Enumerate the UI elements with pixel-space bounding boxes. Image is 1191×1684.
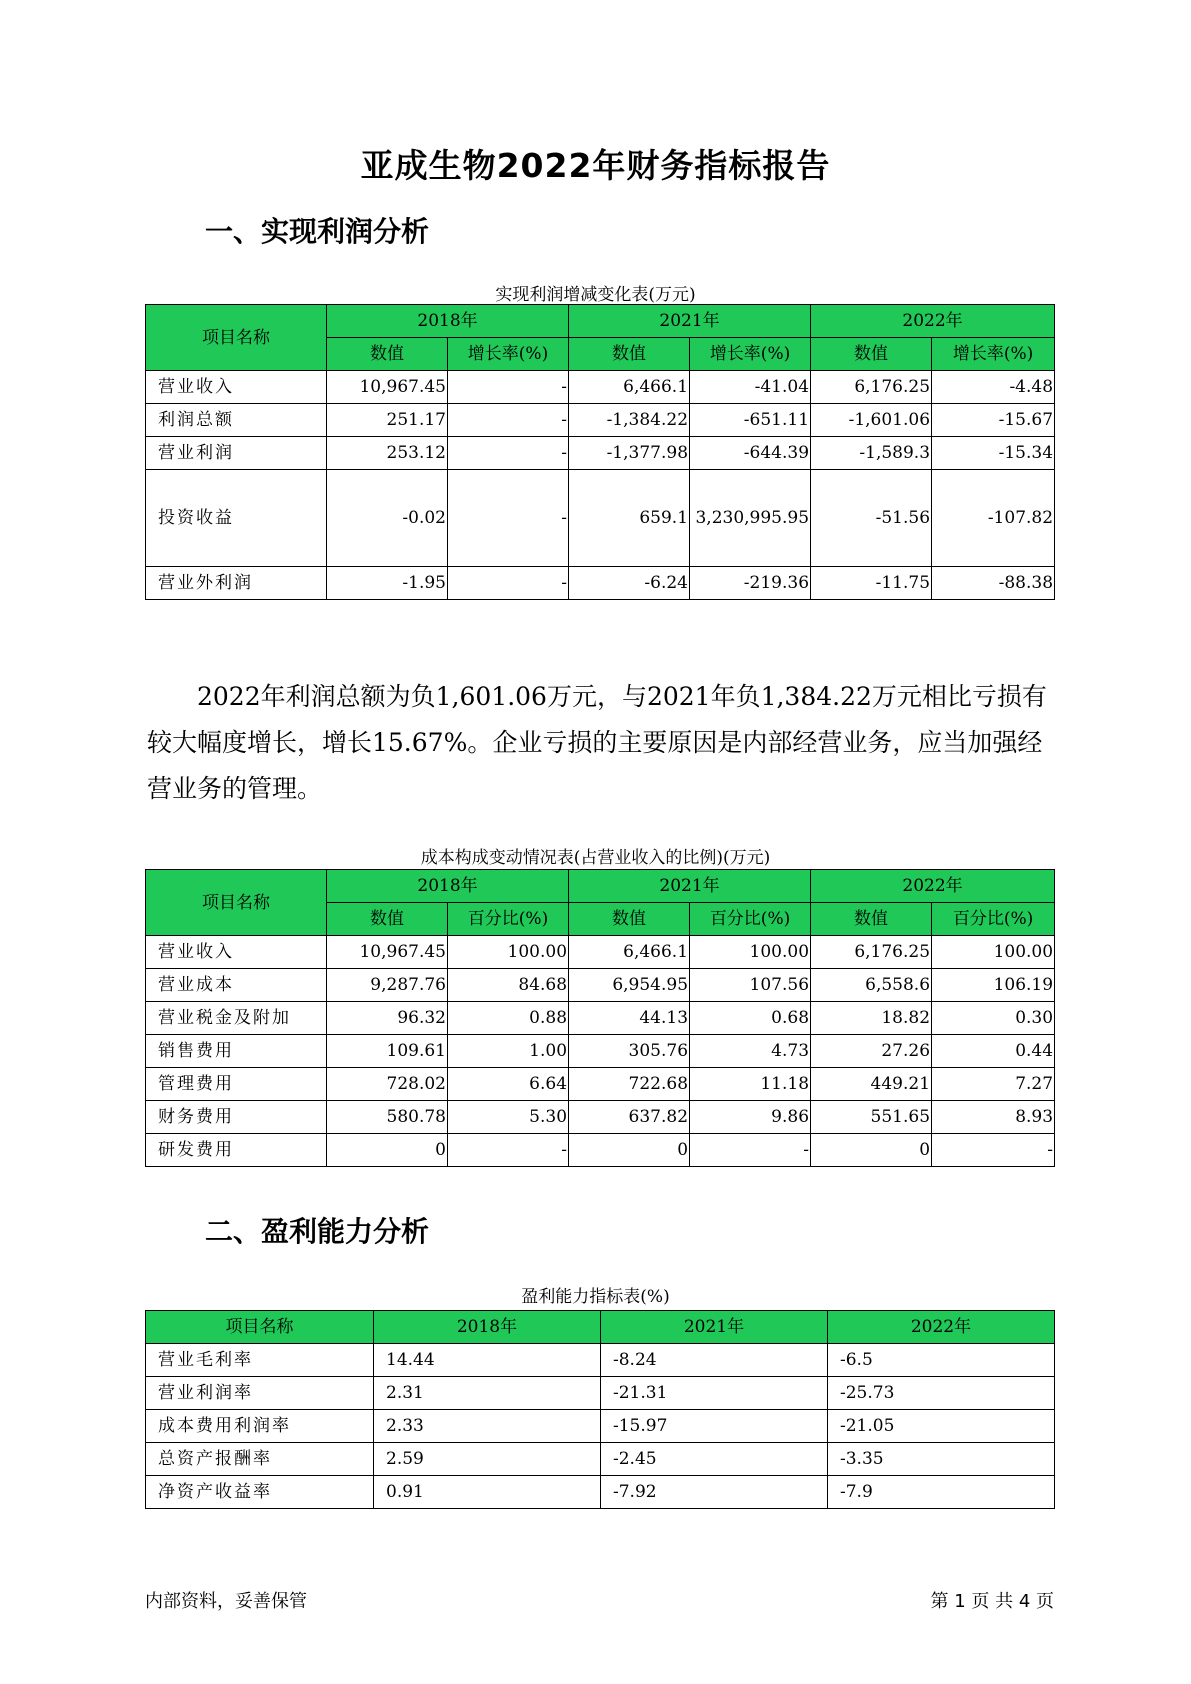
cell: 0.68: [690, 1002, 811, 1035]
row-label: 营业收入: [146, 936, 327, 969]
row-label: 利润总额: [146, 404, 327, 437]
table-row: [146, 567, 1055, 600]
cell: 637.82: [569, 1101, 690, 1134]
cell: -219.36: [690, 567, 811, 600]
cell: -: [932, 1134, 1055, 1167]
cell: 2.33: [374, 1410, 601, 1443]
header-percent: 百分比(%): [932, 903, 1055, 936]
table-row: [146, 969, 1055, 1002]
table-row: [146, 437, 1055, 470]
cell: 27.26: [811, 1035, 932, 1068]
cell: -21.31: [601, 1377, 828, 1410]
cell: -2.45: [601, 1443, 828, 1476]
header-value: 数值: [327, 338, 448, 371]
paragraph-text: 2022年利润总额为负1,601.06万元，与2021年负1,384.22万元相比亏损有较大幅度增长，增长15.67%。企业亏损的主要原因是内部经营业务，应当加强经营业务的管理。: [147, 682, 1047, 803]
cell: 6.64: [448, 1068, 569, 1101]
cell: 11.18: [690, 1068, 811, 1101]
cell: 6,466.1: [569, 371, 690, 404]
cell: 4.73: [690, 1035, 811, 1068]
cell: 14.44: [374, 1344, 601, 1377]
table-row: [146, 1410, 1055, 1443]
row-label: 营业外利润: [146, 567, 327, 600]
cell: -6.5: [828, 1344, 1055, 1377]
header-value: 数值: [811, 338, 932, 371]
table-row: [146, 1002, 1055, 1035]
footer-confidential-note: 内部资料，妥善保管: [145, 1591, 307, 1612]
cell: 6,954.95: [569, 969, 690, 1002]
table-row: [146, 1443, 1055, 1476]
cell: 1.00: [448, 1035, 569, 1068]
cell: 551.65: [811, 1101, 932, 1134]
row-label: 营业税金及附加: [146, 1002, 327, 1035]
cell: 0.88: [448, 1002, 569, 1035]
cell: 659.1: [569, 470, 690, 567]
row-label: 营业收入: [146, 371, 327, 404]
cell: 251.17: [327, 404, 448, 437]
row-label: 净资产收益率: [146, 1476, 374, 1509]
cell: -88.38: [932, 567, 1055, 600]
cell: -1,601.06: [811, 404, 932, 437]
cell: -107.82: [932, 470, 1055, 567]
header-year: 2022年: [811, 305, 1055, 338]
cell: 0: [327, 1134, 448, 1167]
header-growth: 增长率(%): [690, 338, 811, 371]
row-label: 管理费用: [146, 1068, 327, 1101]
header-growth: 增长率(%): [932, 338, 1055, 371]
cell: -: [448, 567, 569, 600]
table-row: [146, 1068, 1055, 1101]
row-label: 营业利润: [146, 437, 327, 470]
cell: 0.30: [932, 1002, 1055, 1035]
cell: -41.04: [690, 371, 811, 404]
table-row: [146, 470, 1055, 567]
cell: 728.02: [327, 1068, 448, 1101]
header-year: 2018年: [374, 1311, 601, 1344]
cell: -4.48: [932, 371, 1055, 404]
cell: 580.78: [327, 1101, 448, 1134]
row-label: 营业毛利率: [146, 1344, 374, 1377]
row-label: 销售费用: [146, 1035, 327, 1068]
table-row: [146, 1377, 1055, 1410]
cell: 0: [811, 1134, 932, 1167]
cell: 100.00: [690, 936, 811, 969]
cell: 9,287.76: [327, 969, 448, 1002]
cell: 722.68: [569, 1068, 690, 1101]
cell: 305.76: [569, 1035, 690, 1068]
page-title: 亚成生物2022年财务指标报告: [360, 146, 831, 185]
cell: -: [448, 437, 569, 470]
cell: 109.61: [327, 1035, 448, 1068]
cell: 96.32: [327, 1002, 448, 1035]
cell: 0.91: [374, 1476, 601, 1509]
cell: -8.24: [601, 1344, 828, 1377]
header-year: 2018年: [327, 305, 569, 338]
cell: 100.00: [448, 936, 569, 969]
cell: -1.95: [327, 567, 448, 600]
cell: -6.24: [569, 567, 690, 600]
profit-change-table: [145, 304, 1055, 600]
row-label: 投资收益: [146, 470, 327, 567]
cell: 9.86: [690, 1101, 811, 1134]
cell: -25.73: [828, 1377, 1055, 1410]
cell: 253.12: [327, 437, 448, 470]
cell: -3.35: [828, 1443, 1055, 1476]
cell: 0.44: [932, 1035, 1055, 1068]
cell: 0: [569, 1134, 690, 1167]
cell: -: [448, 1134, 569, 1167]
header-item-name: 项目名称: [146, 1311, 374, 1344]
cell: 84.68: [448, 969, 569, 1002]
cell: 106.19: [932, 969, 1055, 1002]
section-heading-profitability: 二、盈利能力分析: [205, 1215, 430, 1248]
cell: -11.75: [811, 567, 932, 600]
table-row: [146, 1035, 1055, 1068]
cell: 449.21: [811, 1068, 932, 1101]
table-row: [146, 1476, 1055, 1509]
cell: -1,377.98: [569, 437, 690, 470]
cell: -651.11: [690, 404, 811, 437]
cell: -15.34: [932, 437, 1055, 470]
cell: 6,176.25: [811, 936, 932, 969]
cell: 18.82: [811, 1002, 932, 1035]
row-label: 成本费用利润率: [146, 1410, 374, 1443]
cell: 8.93: [932, 1101, 1055, 1134]
cell: -: [448, 470, 569, 567]
cell: -1,384.22: [569, 404, 690, 437]
header-item-name: 项目名称: [146, 305, 327, 371]
table2-caption: 成本构成变动情况表(占营业收入的比例)(万元): [420, 848, 771, 868]
table-row: [146, 404, 1055, 437]
table-row: [146, 1101, 1055, 1134]
header-value: 数值: [811, 903, 932, 936]
table1-caption: 实现利润增减变化表(万元): [495, 285, 696, 305]
cell: -7.92: [601, 1476, 828, 1509]
table-row: [146, 1134, 1055, 1167]
header-year: 2018年: [327, 870, 569, 903]
row-label: 营业利润率: [146, 1377, 374, 1410]
table-row: [146, 371, 1055, 404]
cell: -1,589.3: [811, 437, 932, 470]
cell: 6,466.1: [569, 936, 690, 969]
row-label: 研发费用: [146, 1134, 327, 1167]
cell: 3,230,995.95: [690, 470, 811, 567]
row-label: 财务费用: [146, 1101, 327, 1134]
table3-caption: 盈利能力指标表(%): [521, 1287, 670, 1307]
header-percent: 百分比(%): [690, 903, 811, 936]
cell: 7.27: [932, 1068, 1055, 1101]
header-value: 数值: [327, 903, 448, 936]
cell: -: [448, 404, 569, 437]
cell: 2.59: [374, 1443, 601, 1476]
table-row: [146, 936, 1055, 969]
cell: 100.00: [932, 936, 1055, 969]
cell: 107.56: [690, 969, 811, 1002]
profitability-table: [145, 1310, 1055, 1509]
header-percent: 百分比(%): [448, 903, 569, 936]
section-heading-profit: 一、实现利润分析: [205, 215, 430, 248]
row-label: 总资产报酬率: [146, 1443, 374, 1476]
header-value: 数值: [569, 903, 690, 936]
header-value: 数值: [569, 338, 690, 371]
cell: 44.13: [569, 1002, 690, 1035]
cell: -0.02: [327, 470, 448, 567]
table-row: [146, 1344, 1055, 1377]
header-year: 2021年: [601, 1311, 828, 1344]
cell: 10,967.45: [327, 371, 448, 404]
cell: 10,967.45: [327, 936, 448, 969]
cell: -: [448, 371, 569, 404]
cell: 2.31: [374, 1377, 601, 1410]
header-year: 2022年: [828, 1311, 1055, 1344]
cost-structure-table: [145, 869, 1055, 1167]
cell: -7.9: [828, 1476, 1055, 1509]
cell: -15.97: [601, 1410, 828, 1443]
header-year: 2021年: [569, 870, 811, 903]
page-number: 第 1 页 共 4 页: [930, 1591, 1054, 1612]
header-year: 2022年: [811, 870, 1055, 903]
header-year: 2021年: [569, 305, 811, 338]
cell: -644.39: [690, 437, 811, 470]
cell: 6,558.6: [811, 969, 932, 1002]
cell: -15.67: [932, 404, 1055, 437]
cell: -51.56: [811, 470, 932, 567]
cell: -: [690, 1134, 811, 1167]
header-growth: 增长率(%): [448, 338, 569, 371]
analysis-paragraph: [147, 674, 1052, 812]
cell: -21.05: [828, 1410, 1055, 1443]
cell: 6,176.25: [811, 371, 932, 404]
header-item-name: 项目名称: [146, 870, 327, 936]
row-label: 营业成本: [146, 969, 327, 1002]
cell: 5.30: [448, 1101, 569, 1134]
